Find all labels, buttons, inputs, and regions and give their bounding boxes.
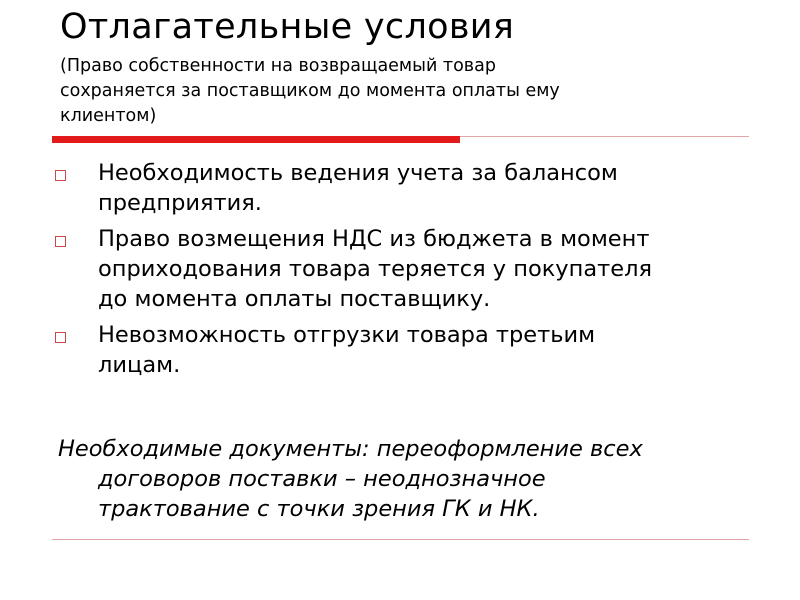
bullet-text-line: Право возмещения НДС из бюджета в момент: [98, 226, 650, 252]
slide-title: Отлагательные условия: [60, 7, 515, 47]
subtitle-line: (Право собственности на возвращаемый товар: [60, 56, 496, 76]
bullet-text-line: лицам.: [98, 352, 181, 378]
slide-subtitle: [60, 54, 750, 129]
bullet-item: [54, 224, 774, 314]
note-line: трактование с точки зрения ГК и НК.: [98, 496, 540, 522]
bullet-list: [54, 158, 774, 386]
note-line: договоров поставки – неоднозначное: [98, 466, 546, 492]
note-line: Необходимые документы: переоформление всех: [58, 436, 643, 462]
bullet-item: [54, 158, 774, 218]
bullet-text-line: Невозможность отгрузки товара третьим: [98, 322, 596, 348]
bullet-text-line: оприходования товара теряется у покупателя: [98, 256, 652, 282]
hollow-square-bullet-icon: [55, 236, 66, 247]
hollow-square-bullet-icon: [55, 332, 66, 343]
bullet-text-line: до момента оплаты поставщику.: [98, 286, 491, 312]
documents-note: [58, 434, 778, 524]
hollow-square-bullet-icon: [55, 170, 66, 181]
header-divider-accent: [52, 136, 460, 143]
subtitle-line: сохраняется за поставщиком до момента оплаты ему: [60, 81, 560, 101]
bullet-text-line: Необходимость ведения учета за балансом: [98, 160, 618, 186]
bullet-item: [54, 320, 774, 380]
footer-divider: [52, 539, 749, 540]
subtitle-line: клиентом): [60, 106, 157, 126]
bullet-text-line: предприятия.: [98, 190, 262, 216]
